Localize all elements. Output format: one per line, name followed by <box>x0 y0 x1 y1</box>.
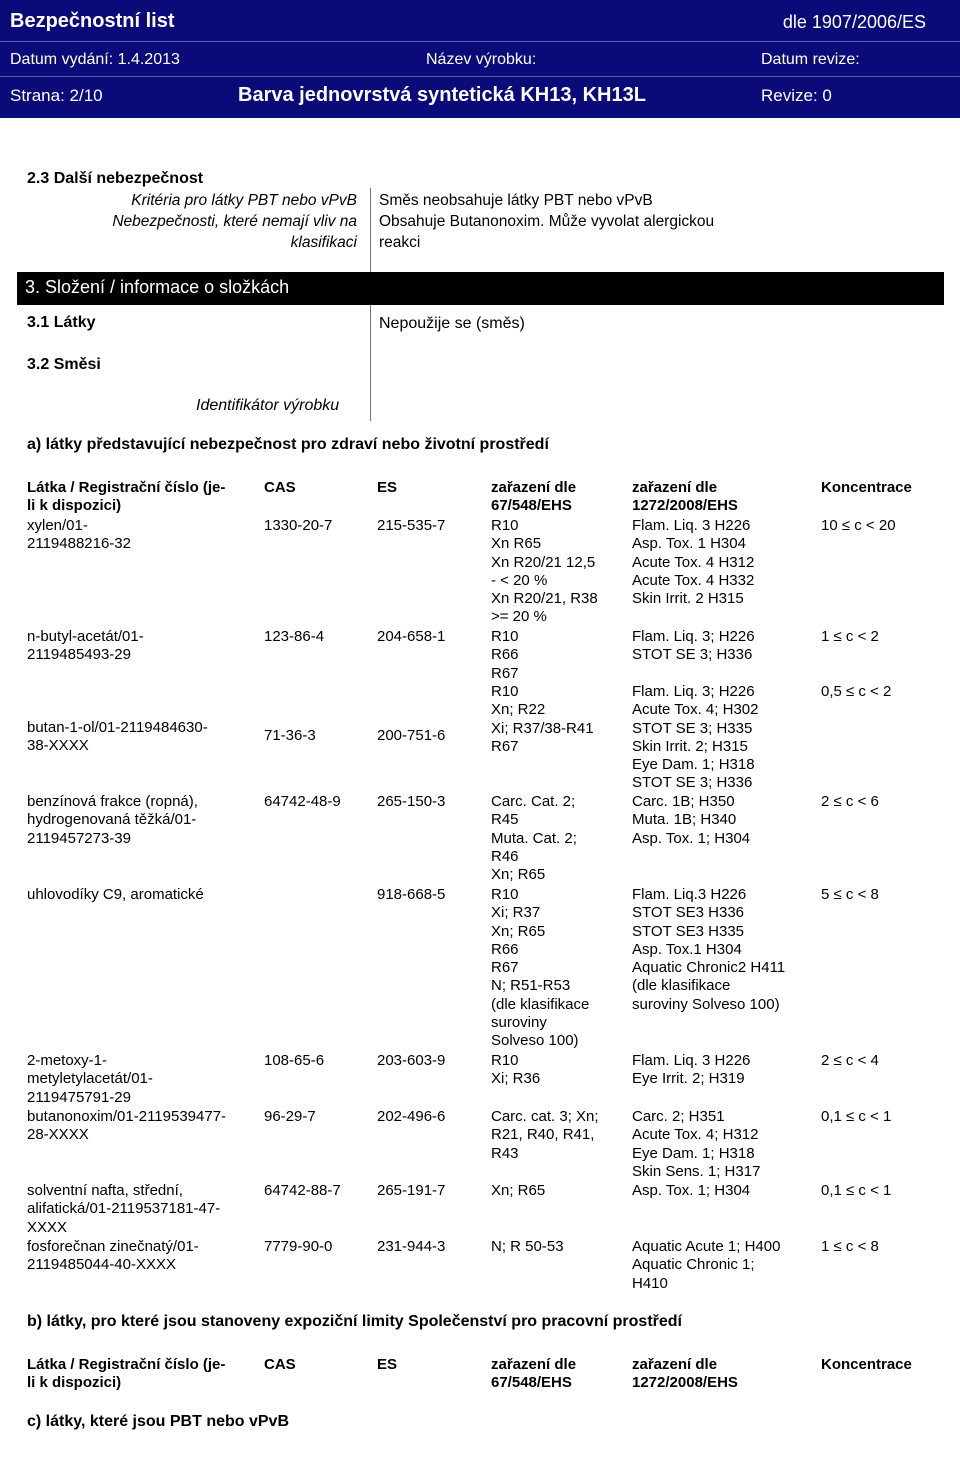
table-cell-class67: R10 Xn; R22 Xi; R37/38-R41 R67 <box>491 683 594 755</box>
table-cell-class1272: Flam. Liq. 3; H226 STOT SE 3; H336 <box>632 628 755 664</box>
table-cell-substance: 2-metoxy-1- metyletylacetát/01- 2119475791-29 <box>27 1052 153 1106</box>
table-cell-cas: 108-65-6 <box>264 1052 325 1069</box>
table-cell-class67: R10 R66 R67 <box>491 628 519 682</box>
table-cell-class67: R10 Xi; R36 <box>491 1052 541 1088</box>
table-cell-concentration: 5 ≤ c < 8 <box>821 886 879 903</box>
table-header-es: ES <box>377 479 398 496</box>
table-header-substance: Látka / Registrační číslo (je- li k dispozici) <box>27 1356 226 1392</box>
table-cell-concentration: 10 ≤ c < 20 <box>821 517 896 534</box>
table-cell-class1272: Aquatic Acute 1; H400 Aquatic Chronic 1; H410 <box>632 1238 781 1292</box>
section-3-heading-bar <box>17 272 944 305</box>
table-header-es: ES <box>377 1356 398 1373</box>
header-divider <box>0 76 960 77</box>
document-title: Bezpečnostní list <box>10 10 175 32</box>
table-cell-class67: R10 Xn R65 Xn R20/21 12,5 - < 20 % Xn R20/21, R38 >= 20 % <box>491 517 598 626</box>
table-cell-substance: uhlovodíky C9, aromatické <box>27 886 204 903</box>
table-cell-class67: Carc. cat. 3; Xn; R21, R40, R41, R43 <box>491 1108 599 1162</box>
subsection-c-title: c) látky, které jsou PBT nebo vPvB <box>27 1413 290 1430</box>
table-cell-concentration: 1 ≤ c < 2 <box>821 628 879 645</box>
pbt-criteria-value: Směs neobsahuje látky PBT nebo vPvB <box>379 192 653 209</box>
table-cell-cas: 64742-88-7 <box>264 1182 341 1199</box>
table-cell-cas: 7779-90-0 <box>264 1238 333 1255</box>
revision-number: Revize: 0 <box>761 86 832 105</box>
product-identifier-label: Identifikátor výrobku <box>196 397 340 414</box>
table-header-class67: zařazení dle 67/548/EHS <box>491 479 577 515</box>
table-header-concentration: Koncentrace <box>821 479 912 496</box>
other-hazards-label: Nebezpečnosti, které nemají vliv na <box>112 213 357 230</box>
table-cell-class67: R10 Xi; R37 Xn; R65 R66 R67 N; R51-R53 (dle klasifikace suroviny Solveso 100) <box>491 886 590 1050</box>
header-divider <box>0 41 960 42</box>
table-cell-es: 203-603-9 <box>377 1052 446 1069</box>
table-cell-class67: N; R 50-53 <box>491 1238 564 1255</box>
table-header-substance: Látka / Registrační číslo (je- li k dispozici) <box>27 479 226 515</box>
revision-date-label: Datum revize: <box>761 51 860 68</box>
issue-date: Datum vydání: 1.4.2013 <box>10 51 180 68</box>
section-heading: 3. Složení / informace o složkách <box>25 277 290 297</box>
table-cell-es: 202-496-6 <box>377 1108 446 1125</box>
table-cell-concentration: 2 ≤ c < 4 <box>821 1052 879 1069</box>
table-header-cas: CAS <box>264 1356 296 1373</box>
table-header-cas: CAS <box>264 479 296 496</box>
subsection-a-title: a) látky představující nebezpečnost pro zdraví nebo životní prostředí <box>27 436 549 453</box>
table-header-concentration: Koncentrace <box>821 1356 912 1373</box>
table-cell-class1272: Flam. Liq.3 H226 STOT SE3 H336 STOT SE3 H335 Asp. Tox.1 H304 Aquatic Chronic2 H411 (dle klasifikace suroviny Solveso 100) <box>632 886 786 1013</box>
table-cell-es: 215-535-7 <box>377 517 446 534</box>
table-cell-es: 231-944-3 <box>377 1238 446 1255</box>
table-cell-concentration: 1 ≤ c < 8 <box>821 1238 879 1255</box>
table-cell-class1272: Carc. 1B; H350 Muta. 1B; H340 Asp. Tox. 1; H304 <box>632 793 751 847</box>
table-cell-substance: butan-1-ol/01-2119484630- 38-XXXX <box>27 719 208 755</box>
table-cell-substance: fosforečnan zinečnatý/01- 2119485044-40-XXXX <box>27 1238 199 1274</box>
table-cell-es: 204-658-1 <box>377 628 446 645</box>
other-hazards-label: klasifikaci <box>290 234 357 251</box>
table-cell-class1272: Flam. Liq. 3 H226 Asp. Tox. 1 H304 Acute Tox. 4 H312 Acute Tox. 4 H332 Skin Irrit. 2 H315 <box>632 517 755 608</box>
table-cell-es: 200-751-6 <box>377 727 446 744</box>
table-cell-class1272: Carc. 2; H351 Acute Tox. 4; H312 Eye Dam. 1; H318 Skin Sens. 1; H317 <box>632 1108 761 1180</box>
subsection-b-title: b) látky, pro které jsou stanoveny expoziční limity Společenství pro pracovní prostředí <box>27 1313 682 1330</box>
table-cell-cas: 96-29-7 <box>264 1108 316 1125</box>
other-hazards-value: Obsahuje Butanonoxim. Může vyvolat alergickou <box>379 213 715 230</box>
table-cell-substance: butanonoxim/01-2119539477- 28-XXXX <box>27 1108 227 1144</box>
table-cell-es: 265-150-3 <box>377 793 446 810</box>
column-divider <box>370 305 371 421</box>
table-cell-substance: xylen/01- 2119488216-32 <box>27 517 131 553</box>
table-cell-concentration: 0,1 ≤ c < 1 <box>821 1108 892 1125</box>
table-cell-substance: benzínová frakce (ropná), hydrogenovaná těžká/01- 2119457273-39 <box>27 793 198 847</box>
table-cell-cas: 71-36-3 <box>264 727 316 744</box>
pbt-criteria-label: Kritéria pro látky PBT nebo vPvB <box>131 192 357 209</box>
table-header-class1272: zařazení dle 1272/2008/EHS <box>632 1356 738 1392</box>
table-cell-class1272: Flam. Liq. 3 H226 Eye Irrit. 2; H319 <box>632 1052 751 1088</box>
table-header-class1272: zařazení dle 1272/2008/EHS <box>632 479 738 515</box>
table-cell-es: 265-191-7 <box>377 1182 446 1199</box>
table-header-class67: zařazení dle 67/548/EHS <box>491 1356 577 1392</box>
mixtures-label: 3.2 Směsi <box>27 356 101 373</box>
table-cell-es: 918-668-5 <box>377 886 446 903</box>
table-cell-cas: 1330-20-7 <box>264 517 333 534</box>
section-heading: 2.3 Další nebezpečnost <box>27 170 204 187</box>
page-number: Strana: 2/10 <box>10 86 103 105</box>
product-name: Barva jednovrstvá syntetická KH13, KH13L <box>238 84 646 106</box>
table-cell-substance: n-butyl-acetát/01- 2119485493-29 <box>27 628 144 664</box>
table-cell-class67: Carc. Cat. 2; R45 Muta. Cat. 2; R46 Xn; R65 <box>491 793 577 884</box>
product-name-label: Název výrobku: <box>426 51 537 68</box>
substances-value: Nepoužije se (směs) <box>379 315 525 332</box>
table-cell-class67: Xn; R65 <box>491 1182 546 1199</box>
table-cell-concentration: 0,1 ≤ c < 1 <box>821 1182 892 1199</box>
table-cell-cas: 123-86-4 <box>264 628 325 645</box>
table-cell-concentration: 0,5 ≤ c < 2 <box>821 683 892 700</box>
table-cell-class1272: Asp. Tox. 1; H304 <box>632 1182 751 1199</box>
table-cell-concentration: 2 ≤ c < 6 <box>821 793 879 810</box>
regulation-reference: dle 1907/2006/ES <box>782 12 926 32</box>
column-divider <box>370 188 371 272</box>
substances-label: 3.1 Látky <box>27 314 96 331</box>
table-cell-cas: 64742-48-9 <box>264 793 341 810</box>
table-cell-substance: solventní nafta, střední, alifatická/01-2119537181-47- XXXX <box>27 1182 221 1236</box>
document-header <box>0 0 960 118</box>
table-cell-class1272: Flam. Liq. 3; H226 Acute Tox. 4; H302 STOT SE 3; H335 Skin Irrit. 2; H315 Eye Dam. 1; H318 STOT SE 3; H336 <box>632 683 759 792</box>
other-hazards-value: reakci <box>379 234 421 251</box>
